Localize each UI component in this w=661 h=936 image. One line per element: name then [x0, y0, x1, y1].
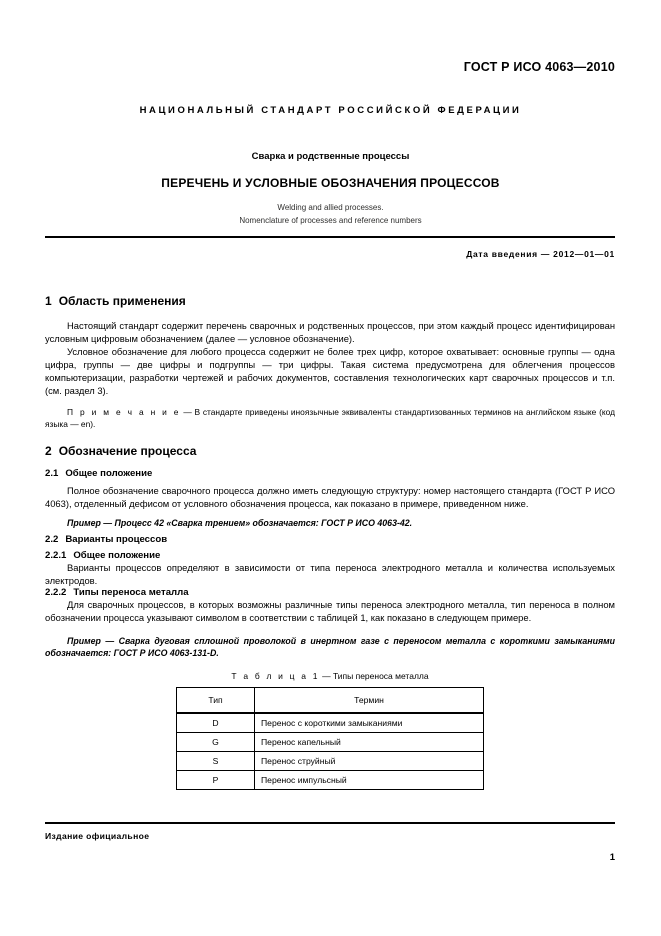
table-cell-term: Перенос струйный [255, 751, 484, 770]
section-2-1-example: Пример — Процесс 42 «Сварка трением» обозначается: ГОСТ Р ИСО 4063-42. [67, 517, 413, 528]
document-title-en [46, 202, 615, 227]
document-number: ГОСТ Р ИСО 4063—2010 [463, 60, 615, 74]
table-header-cell-type: Тип [177, 687, 255, 713]
table-cell-type: P [177, 770, 255, 789]
document-title-en-line1: Welding and allied processes. [277, 203, 384, 212]
page-number: 1 [609, 852, 615, 863]
introduction-date: Дата введения — 2012—01—01 [466, 249, 615, 259]
section-1-paragraph-2: Условное обозначение для любого процесса содержит не более трех цифр, которое охватывает: основные группы — одна цифра, группы — две цифры и подгруппы — три цифры. Такая система предусмотрена для облегчения процессов компьютеризации, разработки чертежей и рабочих документов, составления технологических карт сварочных процессов и т.п. (см. раздел 3). [45, 346, 615, 397]
header-divider-rule [45, 236, 615, 238]
section-1-title: Область применения [58, 294, 186, 308]
section-1-heading [45, 294, 615, 308]
table-header-cell-term: Термин [255, 687, 484, 713]
table-body [177, 713, 484, 790]
official-edition-note: Издание официальное [45, 831, 150, 841]
table-row [177, 751, 484, 770]
table-cell-term: Перенос с короткими замыканиями [255, 713, 484, 733]
section-2-1-paragraph-1: Полное обозначение сварочного процесса должно иметь следующую структуру: номер настоящего стандарта (ГОСТ Р ИСО 4063), отделенный дефисом от условного обозначения процесса, как показано в примере, приведенном ниже. [45, 485, 615, 510]
table-row [177, 713, 484, 733]
section-2-title: Обозначение процесса [58, 444, 197, 459]
section-2-2-2-heading [45, 587, 615, 598]
table-cell-term: Перенос импульсный [255, 770, 484, 789]
section-2-2-1-title: Общее положение [73, 550, 161, 562]
table-header [177, 687, 484, 713]
section-2-2-1-heading [45, 550, 615, 561]
table-cell-term: Перенос капельный [255, 732, 484, 751]
document-title-ru: ПЕРЕЧЕНЬ И УСЛОВНЫЕ ОБОЗНАЧЕНИЯ ПРОЦЕССОВ [161, 176, 500, 190]
section-1-number: 1 [45, 294, 52, 308]
section-1-note [45, 406, 615, 431]
table-1-caption-label: Т а б л и ц а 1 [231, 670, 320, 681]
section-2-2-2-example: Пример — Сварка дуговая сплошной проволокой в инертном газе с переносом металла с короткими замыканиями обозначается: ГОСТ Р ИСО 4063-131-D. [45, 635, 615, 659]
note-label: П р и м е ч а н и е [67, 406, 181, 417]
table-row [177, 732, 484, 751]
table-cell-type: S [177, 751, 255, 770]
table-metal-transfer-types [176, 687, 484, 790]
section-2-2-2-number: 2.2.2 [45, 587, 67, 599]
section-2-1-title: Общее положение [65, 468, 153, 480]
section-2-1-heading [45, 468, 615, 479]
note-text: — В стандарте приведены иноязычные эквиваленты стандартизованных терминов на английском языке (код языка — en). [45, 406, 615, 429]
section-2-2-1-number: 2.2.1 [45, 550, 67, 562]
document-title-en-line2: Nomenclature of processes and reference numbers [239, 215, 422, 225]
section-2-2-title: Варианты процессов [65, 534, 168, 546]
table-cell-type: G [177, 732, 255, 751]
document-body [45, 294, 615, 790]
section-2-2-number: 2.2 [45, 534, 59, 546]
national-standard-banner: НАЦИОНАЛЬНЫЙ СТАНДАРТ РОССИЙСКОЙ ФЕДЕРАЦИИ [139, 105, 522, 116]
section-2-1-number: 2.1 [45, 468, 59, 480]
table-row [177, 770, 484, 789]
section-2-2-heading [45, 534, 615, 545]
table-1-caption-text: — Типы переноса металла [319, 670, 429, 681]
section-2-2-2-paragraph-1: Для сварочных процессов, в которых возможны различные типы переноса электродного металла, тип переноса в полном обозначении процесса указывают символом в соответствии с таблицей 1, как показано в следующем примере. [45, 599, 615, 624]
footer-divider-rule [45, 822, 615, 824]
section-2-number: 2 [45, 444, 52, 459]
table-header-row [177, 687, 484, 713]
table-1-caption [45, 660, 615, 687]
section-1-paragraph-1: Настоящий стандарт содержит перечень сварочных и родственных процессов, при этом каждый процесс идентифицирован условным цифровым обозначением (далее — условное обозначение). [45, 320, 615, 345]
section-2-2-2-title: Типы переноса металла [73, 587, 189, 599]
section-2-2-1-paragraph-1: Варианты процессов определяют в зависимости от типа переноса электродного металла и количества используемых электродов. [45, 562, 615, 587]
table-cell-type: D [177, 713, 255, 733]
section-2-heading [45, 444, 615, 458]
document-subtitle-ru: Сварка и родственные процессы [251, 151, 410, 162]
